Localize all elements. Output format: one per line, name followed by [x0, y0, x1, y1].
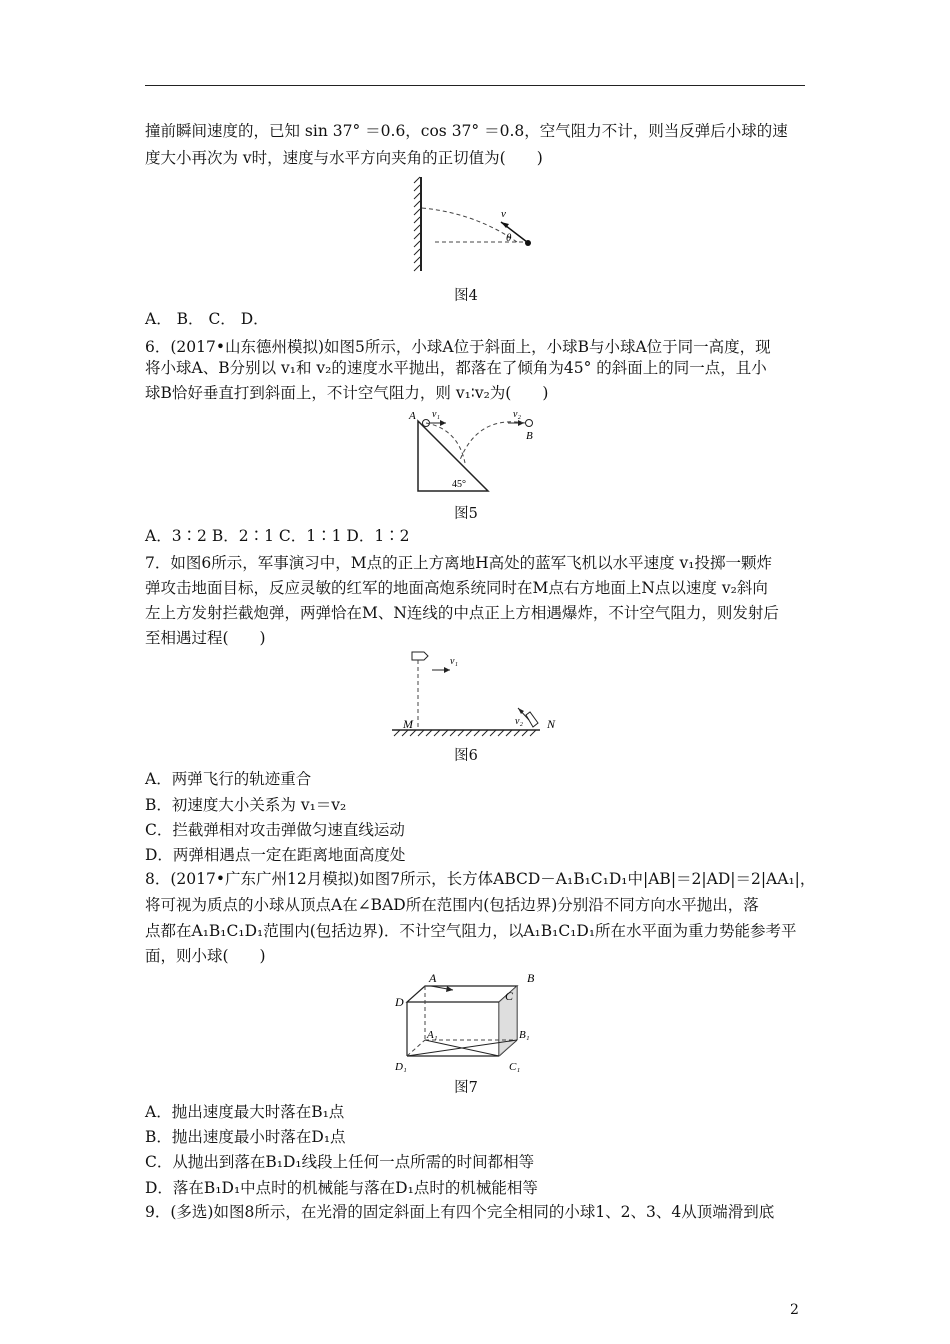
fig5-label-angle: 45°: [452, 479, 466, 490]
text-line-q8-2: 将可视为质点的小球从顶点A在∠BAD所在范围内(包括边界)分别沿不同方向水平抛出，落: [145, 896, 759, 914]
text-line-q5-cont-1: 撞前瞬间速度的，已知 sin 37° ＝0.6，cos 37° ＝0.8，空气阻力不计，则当反弹后小球的速: [145, 122, 788, 140]
q7-option-d: D．两弹相遇点一定在距离地面高度处: [145, 846, 406, 864]
figure-4-wall-projectile: [405, 175, 545, 275]
text-line-q8-3: 点都在A₁B₁C₁D₁范围内(包括边界)．不计空气阻力，以A₁B₁C₁D₁所在水平面为重力势能参考平: [145, 922, 797, 940]
figure-4-caption: 图4: [454, 288, 478, 304]
text-line-q5-cont-2: 度大小再次为 v时，速度与水平方向夹角的正切值为( ): [145, 149, 543, 167]
fig7-label-d: D: [395, 995, 404, 1009]
text-line-q7-1: 7．如图6所示，军事演习中，M点的正上方离地H高处的蓝军飞机以水平速度 v₁投掷一颗炸: [145, 554, 773, 572]
text-line-q8-1: 8．(2017•广东广州12月模拟)如图7所示，长方体ABCD－A₁B₁C₁D₁中|AB|＝2|AD|＝2|AA₁|，: [145, 870, 816, 888]
figure-5-caption: 图5: [454, 506, 478, 522]
fig7-label-b1: B₁: [519, 1029, 530, 1041]
figure-6-caption: 图6: [454, 748, 478, 764]
text-line-q6-1: 6．(2017•山东德州模拟)如图5所示，小球A位于斜面上，小球B与小球A位于同一高度，现: [145, 338, 771, 356]
figure-6-interception: [390, 648, 570, 740]
text-line-q9-1: 9．(多选)如图8所示，在光滑的固定斜面上有四个完全相同的小球1、2、3、4从顶端滑到底: [145, 1203, 775, 1221]
q7-option-a: A．两弹飞行的轨迹重合: [145, 770, 312, 788]
text-line-q8-4: 面，则小球( ): [145, 947, 266, 965]
text-line-q6-3: 球B恰好垂直打到斜面上，不计空气阻力，则 v₁∶v₂为( ): [145, 384, 549, 402]
fig7-label-d1: D₁: [395, 1061, 407, 1073]
fig6-label-v1: v₁: [450, 656, 458, 667]
header-rule: [145, 85, 805, 86]
fig6-label-n: N: [547, 717, 556, 731]
text-line-q7-4: 至相遇过程( ): [145, 629, 266, 647]
fig5-label-b: B: [526, 430, 533, 442]
q8-option-a: A．抛出速度最大时落在B₁点: [145, 1103, 345, 1121]
fig6-label-v2: v₂: [515, 716, 523, 727]
q5-options: A． B． C． D．: [145, 310, 269, 328]
fig4-label-v: v: [501, 208, 506, 220]
text-line-q7-3: 左上方发射拦截炮弹，两弹恰在M、N连线的中点正上方相遇爆炸，不计空气阻力，则发射后: [145, 604, 779, 622]
fig7-label-a: A: [429, 971, 437, 985]
fig5-label-v2: v₂: [513, 409, 521, 420]
fig7-label-a1: A₁: [427, 1029, 438, 1041]
fig7-label-b: B: [527, 971, 535, 985]
text-line-q7-2: 弹攻击地面目标，反应灵敏的红军的地面高炮系统同时在M点右方地面上N点以速度 v₂斜向: [145, 579, 768, 597]
figure-7-caption: 图7: [454, 1080, 478, 1096]
figure-7-cuboid: [395, 968, 555, 1076]
q7-option-c: C．拦截弹相对攻击弹做匀速直线运动: [145, 821, 405, 839]
q6-options: A．3∶2 B．2∶1 C．1∶1 D．1∶2: [145, 527, 410, 545]
fig7-label-c: C: [505, 989, 514, 1003]
fig4-label-theta: θ: [506, 232, 512, 244]
page-number: 2: [790, 1302, 799, 1318]
fig6-label-m: M: [403, 717, 413, 731]
q8-option-d: D．落在B₁D₁中点时的机械能与落在D₁点时的机械能相等: [145, 1179, 538, 1197]
fig7-label-c1: C₁: [509, 1061, 521, 1073]
q8-option-b: B．抛出速度最小时落在D₁点: [145, 1128, 346, 1146]
fig5-label-a: A: [409, 410, 416, 422]
q8-option-c: C．从抛出到落在B₁D₁线段上任何一点所需的时间都相等: [145, 1153, 535, 1171]
fig5-label-v1: v₁: [432, 409, 440, 420]
figure-5-incline: [408, 405, 548, 495]
q7-option-b: B．初速度大小关系为 v₁＝v₂: [145, 796, 347, 814]
text-line-q6-2: 将小球A、B分别以 v₁和 v₂的速度水平抛出，都落在了倾角为45° 的斜面上的同一点，且小: [145, 359, 767, 377]
